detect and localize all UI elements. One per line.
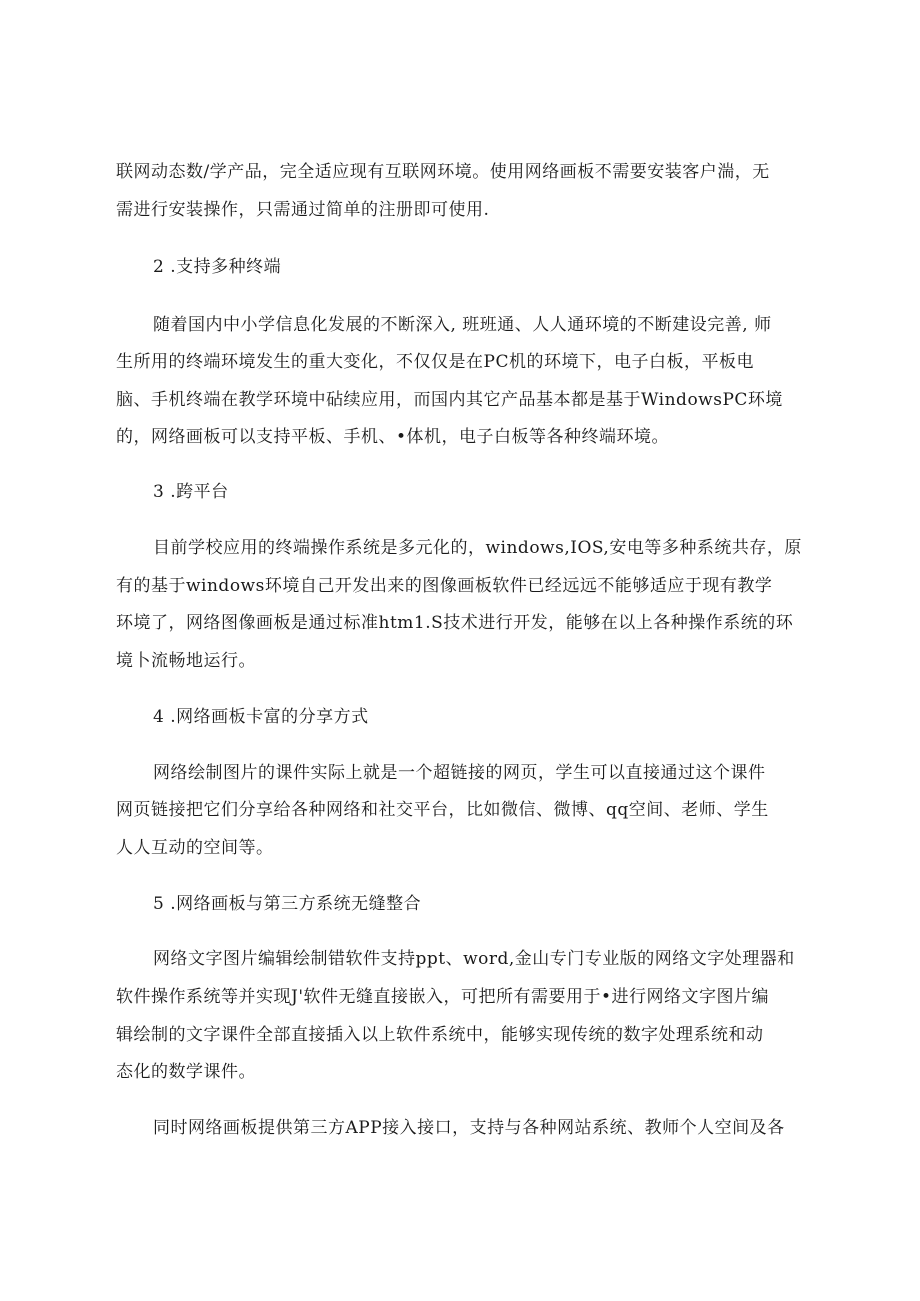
paragraph-line: 联网动态数/学产品，完全适应现有互联网环境。使用网络画板不需要安装客户湍，无 (116, 162, 770, 182)
paragraph-line: 网络绘制图片的课件实际上就是一个超链接的网页，学生可以直接通过这个课件 (153, 763, 766, 783)
paragraph-line: 软件操作系统等并实现J'软件无缝直接嵌入，可把所有需要用于•进行网络文字图片编 (116, 987, 770, 1007)
paragraph-line: 生所用的终端环境发生的重大变化，不仅仅是在PC机的环境下，电子白板，平板电 (116, 352, 754, 372)
paragraph-line: 目前学校应用的终端操作系统是多元化的，windows,IOS,安电等多种系统共存，原 (153, 538, 802, 558)
paragraph-line: 辑绘制的文字课件全部直接插入以上软件系统中，能够实现传统的数字处理系统和动 (116, 1025, 764, 1045)
paragraph-line: 境卜流畅地运行。 (116, 651, 256, 671)
paragraph-line: 有的基于windows环境自己开发出来的图像画板软件已经远远不能够适应于现有教学 (116, 576, 773, 596)
paragraph-line: 需进行安装操作，只需通过简单的注册即可使用. (116, 200, 490, 220)
paragraph-line: 脑、手机终端在教学环境中砧续应用，而国内其它产品基本都是基于WindowsPC环境 (116, 390, 783, 410)
paragraph-line: 人人互动的空间等。 (116, 838, 274, 858)
section-heading: 2 .支持多种终端 (153, 257, 282, 277)
paragraph-line: 网络文字图片编辑绘制错软件支持ppt、word,金山专门专业版的网络文字处理器和 (153, 949, 795, 969)
section-heading: 3 .跨平台 (153, 482, 229, 502)
paragraph-line: 网页链接把它们分享给各种网络和社交平台，比如微信、微博、qq空间、老师、学生 (116, 800, 769, 820)
section-heading: 5 .网络画板与第三方系统无缝整合 (153, 894, 422, 914)
paragraph-line: 环境了，网络图像画板是通过标准htm1.S技术进行开发，能够在以上各种操作系统的环 (116, 613, 794, 633)
paragraph-line: 随着国内中小学信息化发展的不断深入, 班班通、人人通环境的不断建设完善, 师 (153, 315, 772, 335)
paragraph-line: 态化的数学课件。 (116, 1062, 256, 1082)
section-heading: 4 .网络画板卡富的分享方式 (153, 707, 369, 727)
paragraph-line: 的，网络画板可以支持平板、手机、•体机，电子白板等各种终端环境。 (116, 427, 670, 447)
paragraph-line: 同时网络画板提供第三方APP接入接口，支持与各种网站系统、教师个人空间及各 (153, 1118, 785, 1138)
